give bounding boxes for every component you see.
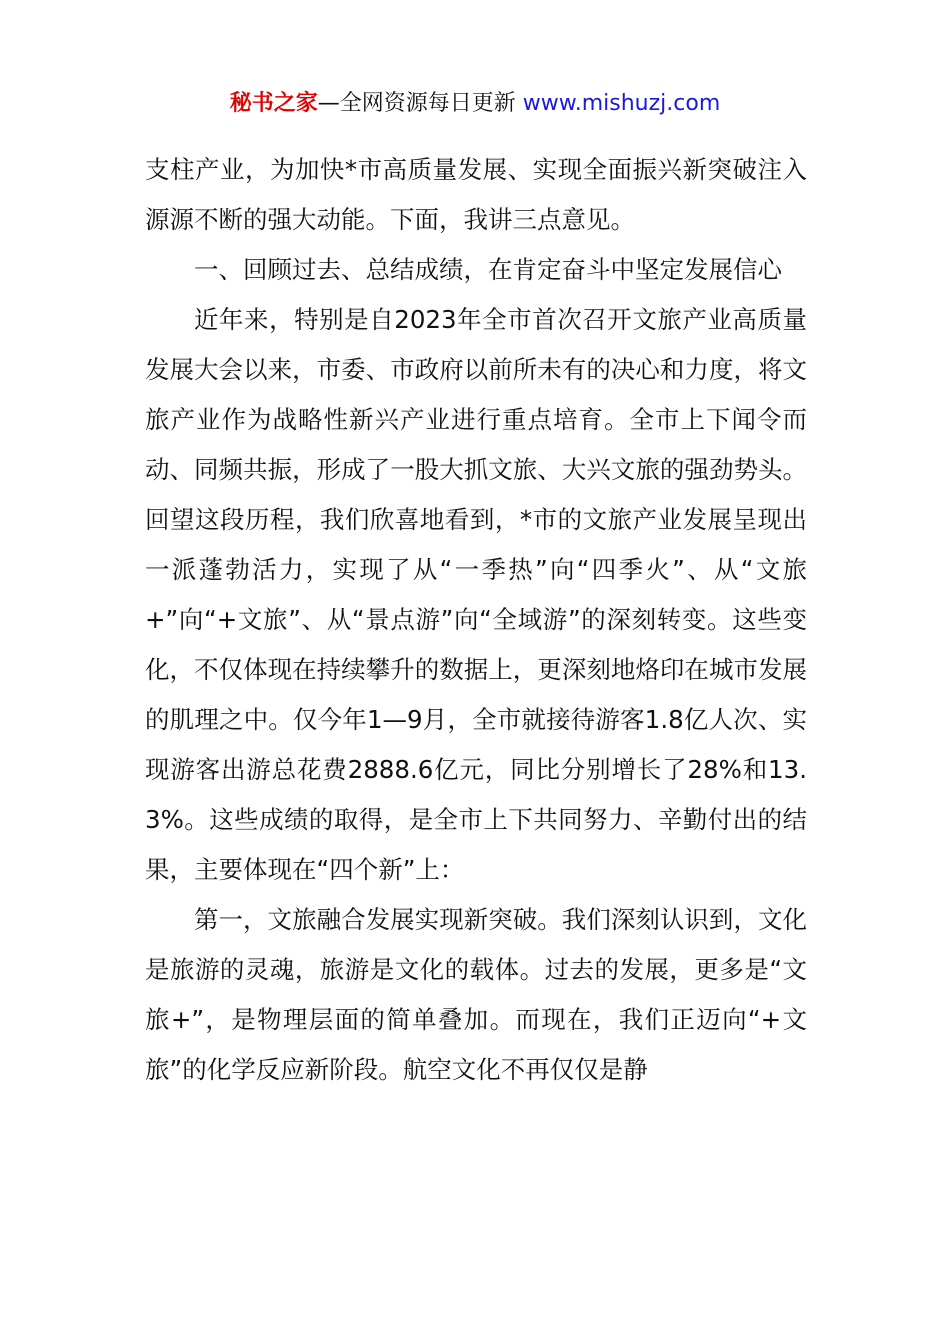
section-heading: 一、回顾过去、总结成绩，在肯定奋斗中坚定发展信心 <box>194 255 782 284</box>
paragraph-first-point: 第一，文旅融合发展实现新突破。我们深刻认识到，文化是旅游的灵魂，旅游是文化的载体。过去的发展，更多是“文旅+”，是物理层面的简单叠加。而现在，我们正迈向“+文旅”的化学反应新阶段。航空文化不再仅仅是静 <box>145 905 807 1084</box>
site-tagline: —全网资源每日更新 <box>317 91 523 116</box>
page-header <box>0 86 950 122</box>
document-body <box>145 145 807 1095</box>
site-url-link[interactable]: www.mishuzj.com <box>522 91 721 116</box>
site-brand: 秘书之家 <box>229 91 318 116</box>
paragraph-review: 近年来，特别是自2023年全市首次召开文旅产业高质量发展大会以来，市委、市政府以前所未有的决心和力度，将文旅产业作为战略性新兴产业进行重点培育。全市上下闻令而动、同频共振，形成了一股大抓文旅、大兴文旅的强劲势头。回望这段历程，我们欣喜地看到，*市的文旅产业发展呈现出一派蓬勃活力，实现了从“一季热”向“四季火”、从“文旅+”向“+文旅”、从“景点游”向“全域游”的深刻转变。这些变化，不仅体现在持续攀升的数据上，更深刻地烙印在城市发展的肌理之中。仅今年1—9月，全市就接待游客1.8亿人次、实现游客出游总花费2888.6亿元，同比分别增长了28%和13.3%。这些成绩的取得，是全市上下共同努力、辛勤付出的结果，主要体现在“四个新”上： <box>145 305 807 884</box>
paragraph-continuation: 支柱产业，为加快*市高质量发展、实现全面振兴新突破注入源源不断的强大动能。下面，我讲三点意见。 <box>145 155 807 234</box>
